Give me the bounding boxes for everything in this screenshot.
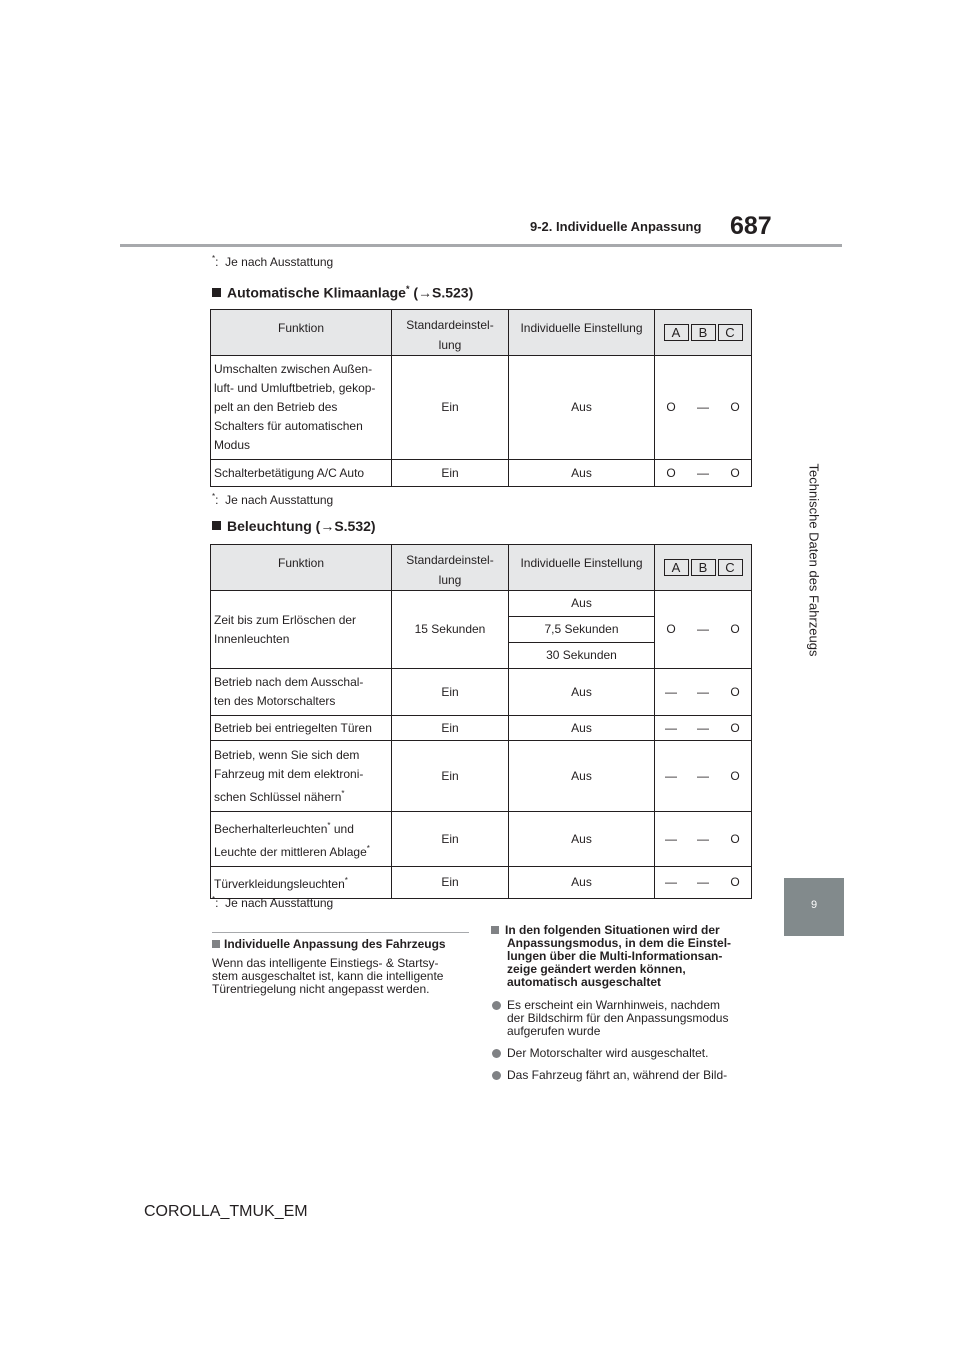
default-cell: Ein <box>392 460 509 487</box>
footnote-climate: *: Je nach Ausstattung <box>212 492 334 507</box>
function-cell: Zeit bis zum Erlöschen der Innenleuchten <box>211 591 392 669</box>
default-cell: Ein <box>392 356 509 460</box>
letter-b-box: B <box>691 324 716 341</box>
footnote-top: *: Je nach Ausstattung <box>212 254 334 269</box>
function-cell: Türverkleidungsleuchten* <box>211 867 392 899</box>
footnote-lighting: *: Je nach Ausstattung <box>212 895 334 910</box>
page-reference: (→S.523) <box>413 284 474 301</box>
abc-cell: — — O <box>655 669 752 716</box>
letter-c-box: C <box>718 324 743 341</box>
abc-cell: — — O <box>655 716 752 741</box>
table-row <box>211 867 752 899</box>
header-function: Funktion <box>211 310 392 356</box>
table-row <box>211 460 752 487</box>
function-cell: Umschalten zwischen Außen- luft- und Umluftbetrieb, gekop- pelt an den Betrieb des Schalters für automatischen Modus <box>211 356 392 460</box>
header-default: Standardeinstel- lung <box>392 545 509 591</box>
abc-cell: — — O <box>655 812 752 867</box>
abc-cell: — — O <box>655 867 752 899</box>
custom-cell: Aus <box>509 741 655 812</box>
column-rule <box>212 932 469 933</box>
table-header-row <box>211 545 752 591</box>
default-cell: Ein <box>392 741 509 812</box>
list-item: Es erscheint ein Warnhinweis, nachdem der Bildschirm für den Anpassungsmodus aufgerufen wurde <box>491 999 761 1038</box>
page-reference: (→S.532) <box>315 518 376 534</box>
table-row <box>211 591 752 617</box>
custom-option-cell: 7,5 Sekunden <box>509 617 655 643</box>
lighting-table <box>210 544 752 899</box>
heading-climate: Automatische Klimaanlage* (→S.523) <box>212 284 473 301</box>
header-rule <box>120 244 842 247</box>
custom-cell: Aus <box>509 867 655 899</box>
letter-c-box: C <box>718 559 743 576</box>
table-row <box>211 741 752 812</box>
left-column <box>212 938 472 996</box>
custom-cell: Aus <box>509 356 655 460</box>
table-row <box>211 716 752 741</box>
custom-cell: Aus <box>509 669 655 716</box>
header-function: Funktion <box>211 545 392 591</box>
custom-option-cell: Aus <box>509 591 655 617</box>
abc-cell: — — O <box>655 741 752 812</box>
chapter-title: Technische Daten des Fahrzeugs <box>806 463 822 657</box>
header-default: Standardeinstel- lung <box>392 310 509 356</box>
square-bullet-icon <box>212 521 221 530</box>
function-cell: Betrieb, wenn Sie sich dem Fahrzeug mit dem elektroni- schen Schlüssel nähern* <box>211 741 392 812</box>
letter-a-box: A <box>664 559 689 576</box>
table-row <box>211 812 752 867</box>
letter-a-box: A <box>664 324 689 341</box>
square-bullet-icon <box>491 926 499 934</box>
left-subheading: Individuelle Anpassung des Fahrzeugs <box>212 938 472 951</box>
chapter-tab <box>784 878 844 936</box>
custom-cell: Aus <box>509 716 655 741</box>
list-item: Das Fahrzeug fährt an, während der Bild- <box>491 1069 761 1082</box>
abc-cell: O — O <box>655 356 752 460</box>
table-row <box>211 356 752 460</box>
page-number: 687 <box>730 212 772 240</box>
heading-lighting: Beleuchtung (→S.532) <box>212 518 376 534</box>
header-custom: Individuelle Einstellung <box>509 545 655 591</box>
model-code: COROLLA_TMUK_EM <box>144 1203 308 1220</box>
square-bullet-icon <box>212 288 221 297</box>
function-cell: Betrieb nach dem Ausschal- ten des Motorschalters <box>211 669 392 716</box>
right-column <box>491 924 761 1082</box>
left-paragraph: Wenn das intelligente Einstiegs- & Startsy- stem ausgeschaltet ist, kann die intelligente Türentriegelung nicht angepasst werden. <box>212 956 444 996</box>
custom-cell: Aus <box>509 460 655 487</box>
header-abc <box>655 310 752 356</box>
function-cell: Betrieb bei entriegelten Türen <box>211 716 392 741</box>
climate-table <box>210 309 752 487</box>
default-cell: Ein <box>392 812 509 867</box>
default-cell: 15 Sekunden <box>392 591 509 669</box>
abc-cell: O — O <box>655 460 752 487</box>
custom-cell: Aus <box>509 812 655 867</box>
header-abc <box>655 545 752 591</box>
custom-option-cell: 30 Sekunden <box>509 643 655 669</box>
function-cell: Becherhalterleuchten* und Leuchte der mittleren Ablage* <box>211 812 392 867</box>
list-item: Der Motorschalter wird ausgeschaltet. <box>491 1047 761 1060</box>
square-bullet-icon <box>212 940 220 948</box>
header-custom: Individuelle Einstellung <box>509 310 655 356</box>
table-row <box>211 669 752 716</box>
section-title: 9-2. Individuelle Anpassung <box>530 219 702 234</box>
default-cell: Ein <box>392 867 509 899</box>
abc-cell: O — O <box>655 591 752 669</box>
right-subheading: In den folgenden Situationen wird der Anpassungsmodus, in dem die Einstel- lungen über die Multi-Informationsan- zeige geändert werden können, automatisch ausgeschaltet <box>491 924 761 989</box>
default-cell: Ein <box>392 669 509 716</box>
chapter-number: 9 <box>810 899 818 911</box>
default-cell: Ein <box>392 716 509 741</box>
letter-b-box: B <box>691 559 716 576</box>
function-cell: Schalterbetätigung A/C Auto <box>211 460 392 487</box>
table-header-row <box>211 310 752 356</box>
